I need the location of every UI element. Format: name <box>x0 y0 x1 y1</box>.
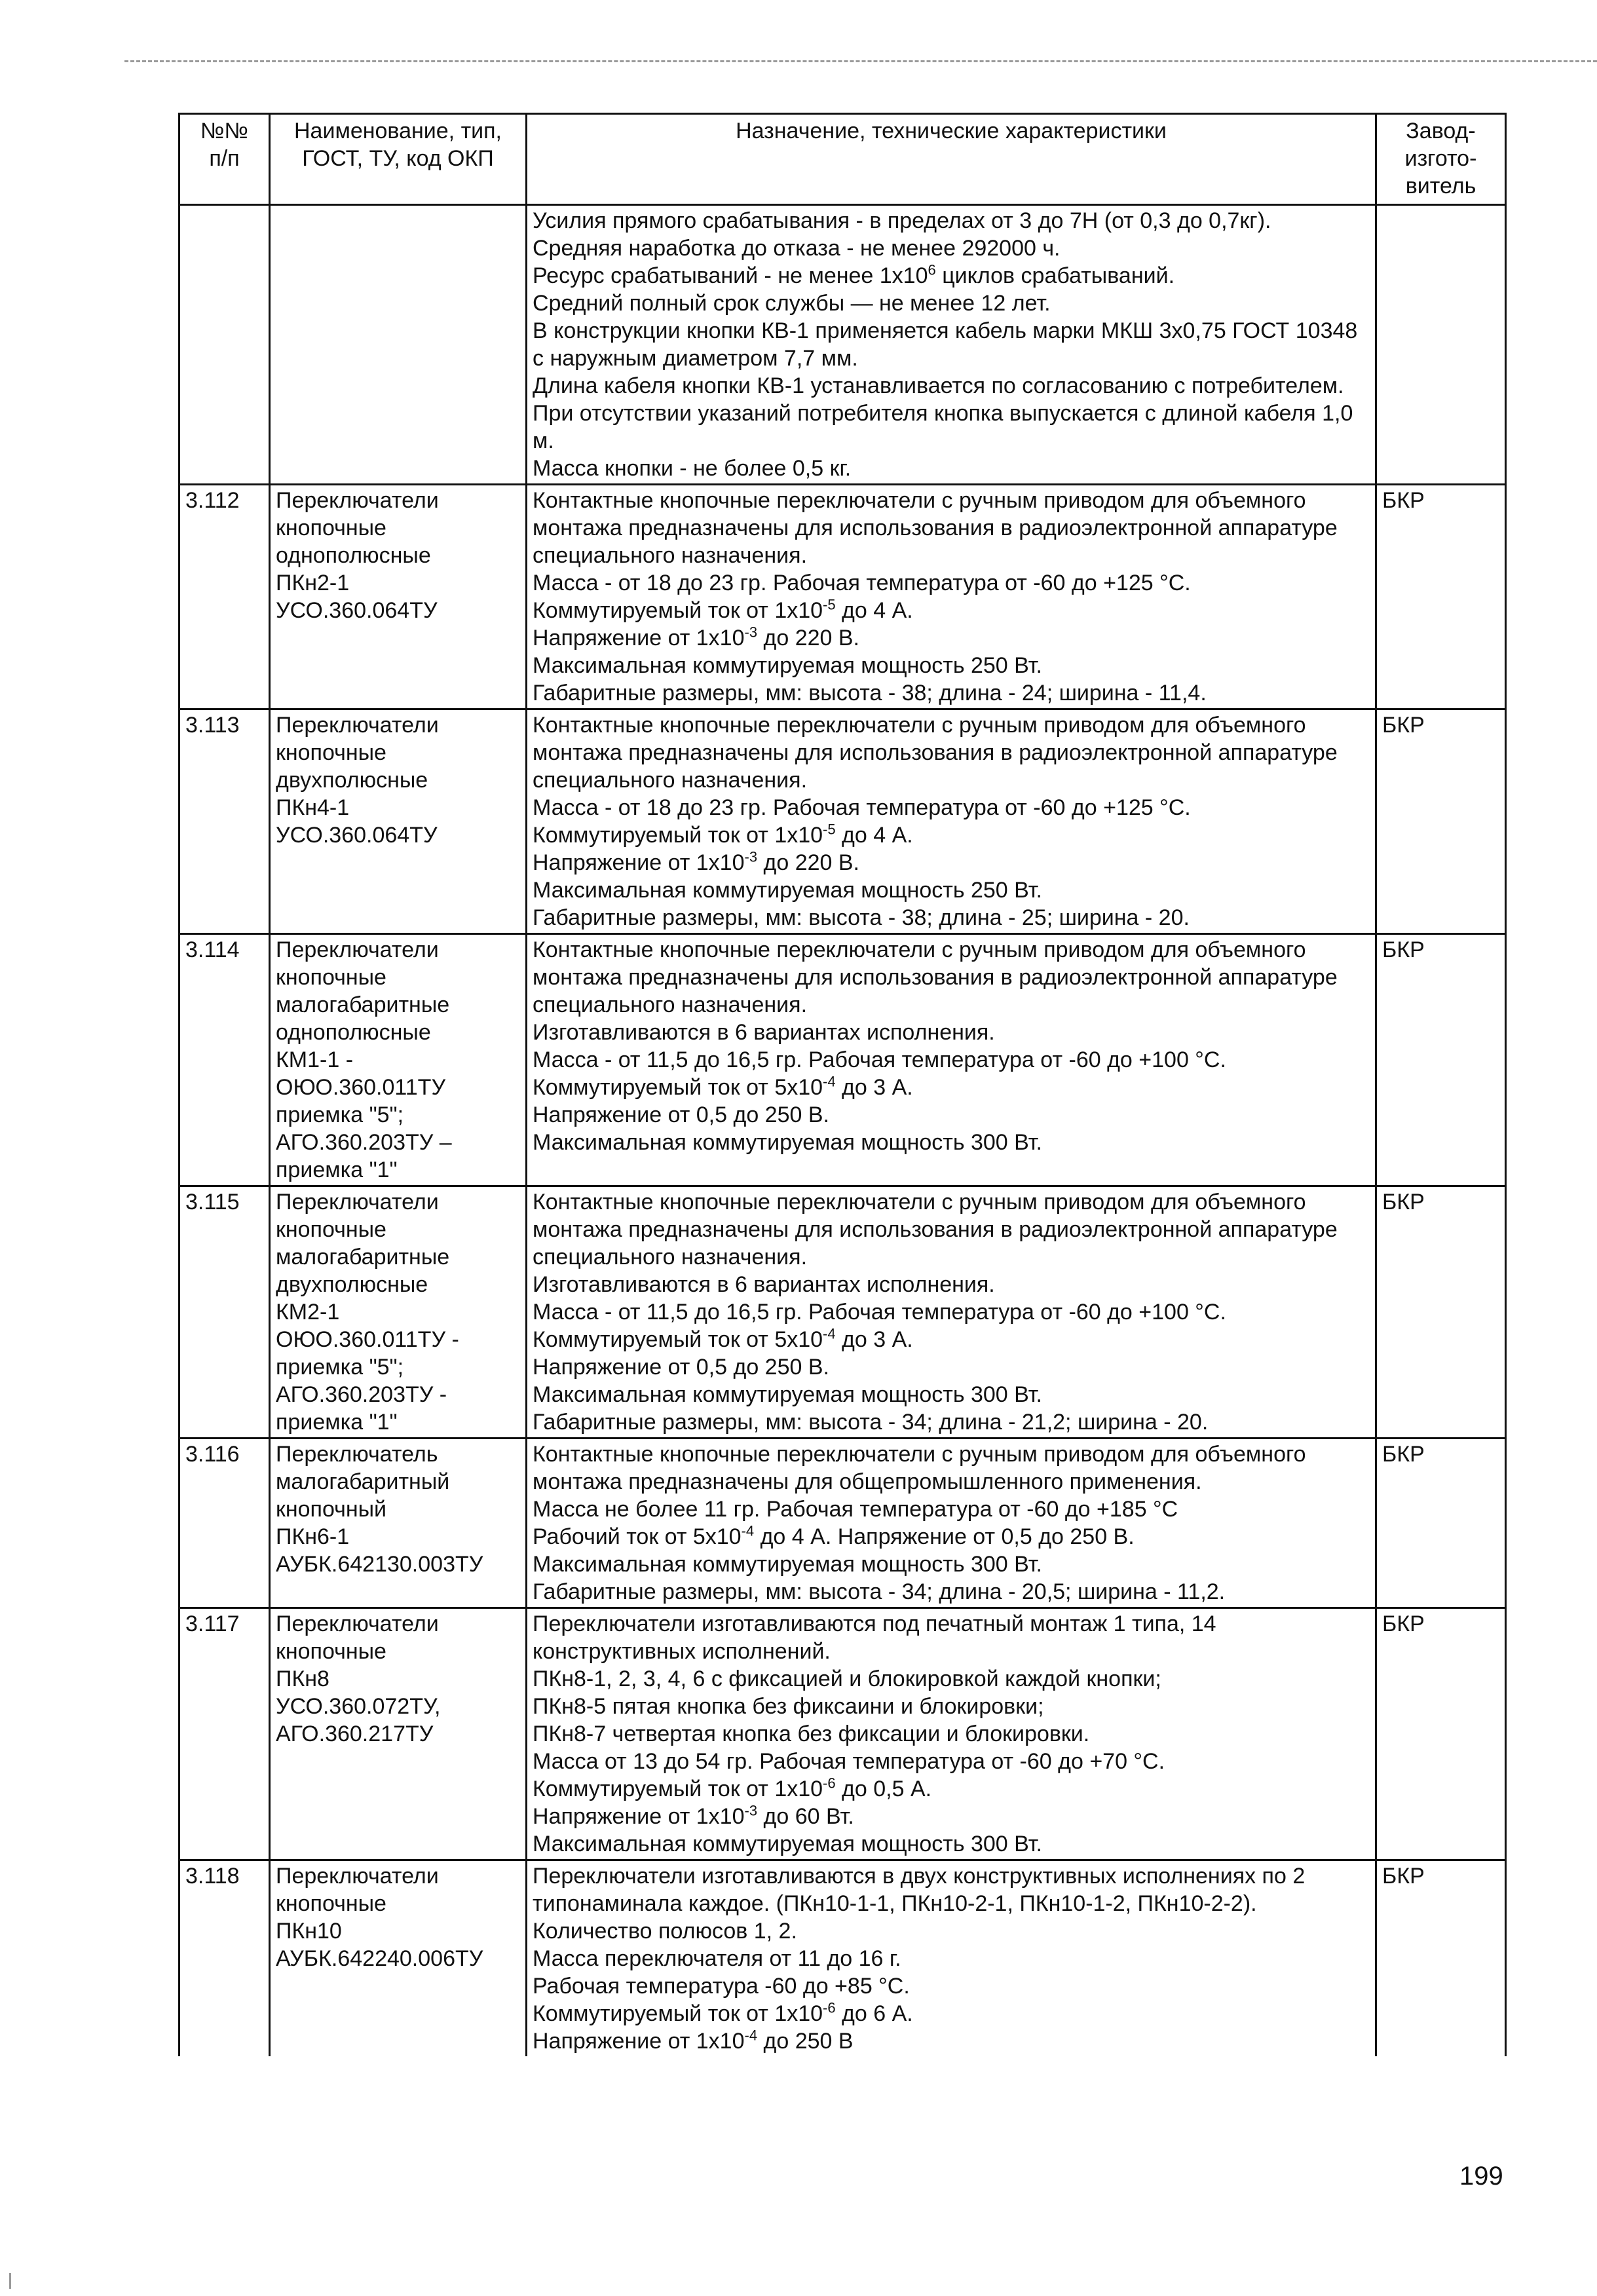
spec-line: Габаритные размеры, мм: высота - 38; длина - 24; ширина - 11,4. <box>533 681 1207 706</box>
spec-line: Коммутируемый ток от $1x10^{-5}$ до 4 А. <box>533 596 913 623</box>
manufacturer: БКР <box>1376 1439 1506 1608</box>
spec-line: Масса не более 11 гр. Рабочая температура от -60 до +185 °С <box>533 1497 1178 1522</box>
table-row <box>179 1608 1506 1860</box>
product-name-line: УСО.360.072ТУ, <box>276 1694 441 1719</box>
header-line: Наименование, тип, <box>293 119 502 143</box>
product-name-line: Переключатели кнопочные малогабаритные однополюсные <box>276 937 450 1045</box>
specifications <box>527 1439 1376 1608</box>
spec-line: Масса от 13 до 54 гр. Рабочая температура от -60 до +70 °С. <box>533 1749 1165 1774</box>
spec-line: Максимальная коммутируемая мощность 300 Вт. <box>533 1552 1042 1577</box>
row-number: 3.118 <box>179 1860 270 2057</box>
row-number: 3.115 <box>179 1186 270 1439</box>
product-name <box>270 1860 527 2057</box>
manufacturer: БКР <box>1376 1860 1506 2057</box>
spec-line: Длина кабеля кнопки КВ-1 устанавливается по согласованию с потребителем. При отсутствии указаний потребителя кнопка выпускается с длиной кабеля 1,0 м. <box>533 373 1353 453</box>
product-name-line: ПКн4-1 <box>276 795 350 820</box>
specifications <box>527 1608 1376 1860</box>
specifications <box>527 205 1376 485</box>
table-header-row <box>179 114 1506 205</box>
specifications <box>527 1860 1376 2057</box>
header-line: п/п <box>209 146 240 171</box>
product-name-line: АГО.360.203ТУ - приемка "1" <box>276 1382 447 1435</box>
header-line: изгото- <box>1404 146 1477 171</box>
product-name-line: Переключатели кнопочные однополюсные <box>276 488 439 568</box>
table-row <box>179 709 1506 934</box>
header-line: Назначение, технические характеристики <box>736 119 1167 143</box>
spec-line: Усилия прямого срабатывания - в пределах от 3 до 7Н (от 0,3 до 0,7кг). <box>533 208 1271 233</box>
product-name-line: Переключатели кнопочные малогабаритные двухполюсные <box>276 1190 450 1297</box>
product-name-line: приемка "5"; <box>276 1355 404 1380</box>
product-name-line: АУБК.642240.006ТУ <box>276 1946 483 1971</box>
spec-line: Масса - от 11,5 до 16,5 гр. Рабочая температура от -60 до +100 °С. <box>533 1300 1226 1325</box>
product-name <box>270 1608 527 1860</box>
specifications <box>527 709 1376 934</box>
table-row <box>179 934 1506 1186</box>
spec-line: Средний полный срок службы — не менее 12 лет. <box>533 291 1051 316</box>
spec-line: Рабочий ток от $5x10^{-4}$ до 4 А. Напряжение от 0,5 до 250 В. <box>533 1522 1135 1549</box>
page-number: 199 <box>1459 2162 1503 2191</box>
spec-line: Изготавливаются в 6 вариантах исполнения. <box>533 1272 995 1297</box>
product-name-line: Переключатели кнопочные двухполюсные <box>276 713 439 793</box>
spec-line: ПКн8-1, 2, 3, 4, 6 с фиксацией и блокировкой каждой кнопки; <box>533 1666 1161 1691</box>
spec-line: Контактные кнопочные переключатели с ручным приводом для объемного монтажа предназначены для использования в радиоэлектронной аппаратуре специального назначения. <box>533 1190 1338 1270</box>
product-name <box>270 934 527 1186</box>
spec-line: ПКн8-5 пятая кнопка без фиксаини и блокировки; <box>533 1694 1044 1719</box>
scan-edge-mark <box>9 2273 11 2289</box>
manufacturer: БКР <box>1376 1608 1506 1860</box>
table-row <box>179 1186 1506 1439</box>
spec-line: Масса - от 18 до 23 гр. Рабочая температура от -60 до +125 °С. <box>533 795 1191 820</box>
manufacturer: БКР <box>1376 485 1506 709</box>
spec-line: Контактные кнопочные переключатели с ручным приводом для объемного монтажа предназначены для использования в радиоэлектронной аппаратуре специального назначения. <box>533 488 1338 568</box>
table-row <box>179 1860 1506 2057</box>
spec-line: Контактные кнопочные переключатели с ручным приводом для объемного монтажа предназначены для общепромышленного применения. <box>533 1442 1306 1494</box>
header-line: №№ <box>200 119 248 143</box>
spec-line: Коммутируемый ток от $1x10^{-6}$ до 6 А. <box>533 1999 913 2026</box>
product-name-line: УСО.360.064ТУ <box>276 598 438 623</box>
spec-line: Максимальная коммутируемая мощность 250 Вт. <box>533 653 1042 678</box>
spec-line: Напряжение от $1x10^{-3}$ до 60 Вт. <box>533 1802 854 1829</box>
product-name <box>270 485 527 709</box>
header-line: ГОСТ, ТУ, код ОКП <box>302 146 494 171</box>
spec-line: Максимальная коммутируемая мощность 250 Вт. <box>533 878 1042 903</box>
scan-artifact-line <box>124 60 1597 62</box>
spec-line: Контактные кнопочные переключатели с ручным приводом для объемного монтажа предназначены для использования в радиоэлектронной аппаратуре специального назначения. <box>533 713 1338 793</box>
header-name <box>270 114 527 205</box>
spec-line: Габаритные размеры, мм: высота - 38; длина - 25; ширина - 20. <box>533 905 1190 930</box>
table-row <box>179 485 1506 709</box>
spec-line: Максимальная коммутируемая мощность 300 Вт. <box>533 1130 1042 1155</box>
product-name-line: приемка "5"; <box>276 1102 404 1127</box>
product-name-line: Переключатель малогабаритный кнопочный <box>276 1442 450 1522</box>
product-name <box>270 709 527 934</box>
spec-line: Коммутируемый ток от $5x10^{-4}$ до 3 А. <box>533 1325 913 1352</box>
spec-line: ПКн8-7 четвертая кнопка без фиксации и блокировки. <box>533 1722 1090 1746</box>
table-body <box>179 205 1506 2057</box>
manufacturer <box>1376 205 1506 485</box>
row-number: 3.112 <box>179 485 270 709</box>
header-line: витель <box>1405 174 1476 198</box>
product-name-line: АГО.360.217ТУ <box>276 1722 434 1746</box>
product-name-line: КМ1-1 - <box>276 1047 354 1072</box>
spec-line: Масса - от 18 до 23 гр. Рабочая температура от -60 до +125 °С. <box>533 571 1191 595</box>
spec-line: В конструкции кнопки КВ-1 применяется кабель марки МКШ 3x0,75 ГОСТ 10348 с наружным диаметром 7,7 мм. <box>533 318 1358 371</box>
spec-line: Габаритные размеры, мм: высота - 34; длина - 21,2; ширина - 20. <box>533 1410 1209 1435</box>
spec-line: Напряжение от 0,5 до 250 В. <box>533 1102 829 1127</box>
spec-line: Коммутируемый ток от $1x10^{-5}$ до 4 А. <box>533 821 913 848</box>
product-name-line: Переключатели кнопочные <box>276 1864 439 1916</box>
product-name <box>270 205 527 485</box>
manufacturer: БКР <box>1376 1186 1506 1439</box>
header-line: Завод- <box>1406 119 1476 143</box>
table-row <box>179 205 1506 485</box>
product-name-line: Переключатели кнопочные <box>276 1611 439 1664</box>
spec-line: Габаритные размеры, мм: высота - 34; длина - 20,5; ширина - 11,2. <box>533 1579 1226 1604</box>
product-name-line: АУБК.642130.003ТУ <box>276 1552 483 1577</box>
table-row <box>179 1439 1506 1608</box>
spec-line: Изготавливаются в 6 вариантах исполнения. <box>533 1020 995 1045</box>
product-name-line: ПКн10 <box>276 1919 342 1944</box>
product-name-line: ПКн8 <box>276 1666 329 1691</box>
product-name-line: АГО.360.203ТУ – приемка "1" <box>276 1130 452 1182</box>
header-purpose <box>527 114 1376 205</box>
manufacturer: БКР <box>1376 709 1506 934</box>
product-name <box>270 1439 527 1608</box>
spec-line: Коммутируемый ток от $5x10^{-4}$ до 3 А. <box>533 1073 913 1100</box>
row-number: 3.114 <box>179 934 270 1186</box>
product-name-line: УСО.360.064ТУ <box>276 823 438 848</box>
row-number <box>179 205 270 485</box>
spec-line: Переключатели изготавливаются под печатный монтаж 1 типа, 14 конструктивных исполнений. <box>533 1611 1216 1664</box>
product-name-line: ПКн6-1 <box>276 1524 350 1549</box>
row-number: 3.117 <box>179 1608 270 1860</box>
product-name-line: ОЮО.360.011ТУ <box>276 1075 446 1100</box>
spec-line: Средняя наработка до отказа - не менее 292000 ч. <box>533 236 1061 261</box>
product-name-line: ПКн2-1 <box>276 571 350 595</box>
spec-line: Контактные кнопочные переключатели с ручным приводом для объемного монтажа предназначены для использования в радиоэлектронной аппаратуре специального назначения. <box>533 937 1338 1017</box>
product-name <box>270 1186 527 1439</box>
row-number: 3.113 <box>179 709 270 934</box>
spec-line: Коммутируемый ток от $1x10^{-6}$ до 0,5 А. <box>533 1775 932 1801</box>
product-name-line: ОЮО.360.011ТУ - <box>276 1327 459 1352</box>
header-num <box>179 114 270 205</box>
specifications <box>527 934 1376 1186</box>
specifications <box>527 485 1376 709</box>
spec-line: Масса кнопки - не более 0,5 кг. <box>533 456 852 481</box>
spec-line: Максимальная коммутируемая мощность 300 Вт. <box>533 1832 1042 1856</box>
specifications <box>527 1186 1376 1439</box>
spec-line: Напряжение от $1x10^{-3}$ до 220 В. <box>533 848 860 875</box>
spec-line: Напряжение от $1x10^{-3}$ до 220 В. <box>533 624 860 650</box>
header-factory <box>1376 114 1506 205</box>
product-name-line: КМ2-1 <box>276 1300 340 1325</box>
spec-line: Масса - от 11,5 до 16,5 гр. Рабочая температура от -60 до +100 °С. <box>533 1047 1226 1072</box>
spec-line: Максимальная коммутируемая мощность 300 Вт. <box>533 1382 1042 1407</box>
spec-line: Количество полюсов 1, 2. <box>533 1919 797 1944</box>
spec-line: Напряжение от $1x10^{-4}$ до 250 В <box>533 2027 854 2054</box>
spec-line: Рабочая температура -60 до +85 °С. <box>533 1974 910 1999</box>
manufacturer: БКР <box>1376 934 1506 1186</box>
spec-line: Масса переключателя от 11 до 16 г. <box>533 1946 901 1971</box>
spec-line: Переключатели изготавливаются в двух конструктивных исполнениях по 2 типонаминала каждое. (ПКн10-1-1, ПКн10-2-1, ПКн10-1-2, ПКн10-2-2). <box>533 1864 1306 1916</box>
spec-line: Напряжение от 0,5 до 250 В. <box>533 1355 829 1380</box>
spec-line: Ресурс срабатываний - не менее $1x10^6$ циклов срабатываний. <box>533 261 1175 288</box>
spec-table <box>178 113 1507 2056</box>
row-number: 3.116 <box>179 1439 270 1608</box>
